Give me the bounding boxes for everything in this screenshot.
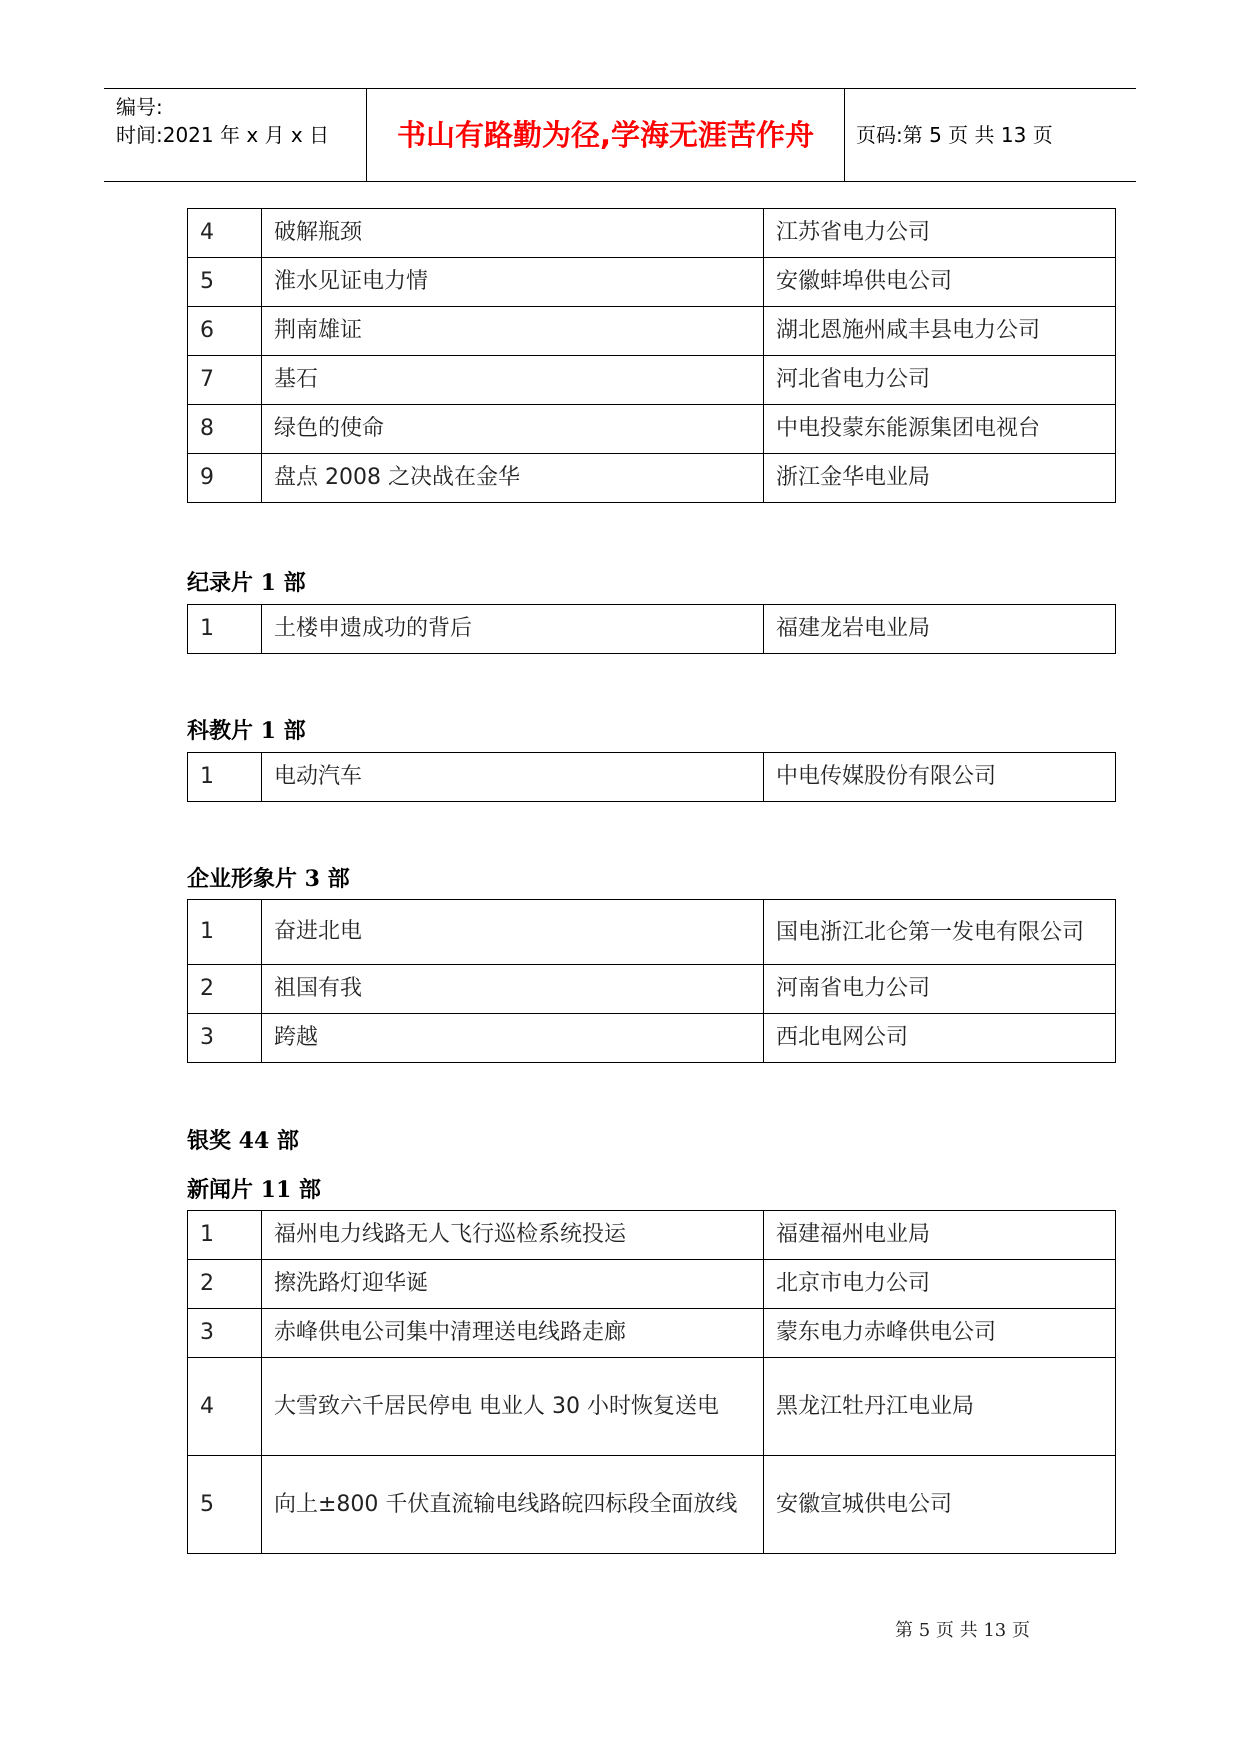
- film-title: 奋进北电: [262, 900, 764, 965]
- section-heading-news: 新闻片 11 部: [187, 1177, 321, 1203]
- row-number: 1: [188, 605, 262, 654]
- film-title: 电动汽车: [262, 753, 764, 802]
- film-title: 盘点 2008 之决战在金华: [262, 454, 764, 503]
- film-title: 跨越: [262, 1014, 764, 1063]
- organization: 安徽宣城供电公司: [764, 1456, 1116, 1554]
- film-title: 大雪致六千居民停电 电业人 30 小时恢复送电: [262, 1358, 764, 1456]
- table-row: [188, 1014, 1116, 1063]
- table-row: [188, 1456, 1116, 1554]
- film-title: 向上±800 千伏直流输电线路皖四标段全面放线: [262, 1456, 764, 1554]
- organization: 黑龙江牡丹江电业局: [764, 1358, 1116, 1456]
- organization: 福建福州电业局: [764, 1211, 1116, 1260]
- award-table-science: [187, 752, 1116, 802]
- row-number: 5: [188, 1456, 262, 1554]
- film-title: 赤峰供电公司集中清理送电线路走廊: [262, 1309, 764, 1358]
- organization: 中电投蒙东能源集团电视台: [764, 405, 1116, 454]
- table-row: [188, 1358, 1116, 1456]
- header-meta: [104, 89, 367, 181]
- table-row: [188, 258, 1116, 307]
- document-time-label: 时间:2021 年 x 月 x 日: [116, 123, 330, 147]
- organization: 安徽蚌埠供电公司: [764, 258, 1116, 307]
- table-row: [188, 1260, 1116, 1309]
- film-title: 破解瓶颈: [262, 209, 764, 258]
- award-table-news: [187, 1210, 1116, 1554]
- row-number: 8: [188, 405, 262, 454]
- row-number: 1: [188, 900, 262, 965]
- organization: 河北省电力公司: [764, 356, 1116, 405]
- page-header: [104, 88, 1136, 182]
- table-row: [188, 307, 1116, 356]
- film-title: 淮水见证电力情: [262, 258, 764, 307]
- row-number: 4: [188, 1358, 262, 1456]
- section-heading-corporate: 企业形象片 3 部: [187, 866, 350, 892]
- table-row: [188, 209, 1116, 258]
- film-title: 祖国有我: [262, 965, 764, 1014]
- film-title: 绿色的使命: [262, 405, 764, 454]
- film-title: 基石: [262, 356, 764, 405]
- table-row: [188, 753, 1116, 802]
- organization: 江苏省电力公司: [764, 209, 1116, 258]
- document-number-label: 编号:: [116, 95, 163, 119]
- row-number: 1: [188, 753, 262, 802]
- row-number: 1: [188, 1211, 262, 1260]
- award-table-documentary: [187, 604, 1116, 654]
- table-row: [188, 605, 1116, 654]
- row-number: 3: [188, 1309, 262, 1358]
- section-heading-silver: 银奖 44 部: [187, 1128, 299, 1154]
- section-heading-documentary: 纪录片 1 部: [187, 570, 306, 596]
- table-row: [188, 1309, 1116, 1358]
- award-table-continued: [187, 208, 1116, 503]
- organization: 国电浙江北仑第一发电有限公司: [764, 900, 1116, 965]
- film-title: 荆南雄证: [262, 307, 764, 356]
- table-row: [188, 900, 1116, 965]
- organization: 中电传媒股份有限公司: [764, 753, 1116, 802]
- film-title: 擦洗路灯迎华诞: [262, 1260, 764, 1309]
- row-number: 3: [188, 1014, 262, 1063]
- organization: 北京市电力公司: [764, 1260, 1116, 1309]
- table-row: [188, 454, 1116, 503]
- row-number: 2: [188, 1260, 262, 1309]
- organization: 西北电网公司: [764, 1014, 1116, 1063]
- table-row: [188, 965, 1116, 1014]
- page-footer: 第 5 页 共 13 页: [895, 1620, 1030, 1641]
- row-number: 9: [188, 454, 262, 503]
- row-number: 4: [188, 209, 262, 258]
- organization: 河南省电力公司: [764, 965, 1116, 1014]
- film-title: 土楼申遗成功的背后: [262, 605, 764, 654]
- header-page-info: 页码:第 5 页 共 13 页: [856, 123, 1053, 147]
- table-row: [188, 405, 1116, 454]
- row-number: 5: [188, 258, 262, 307]
- table-row: [188, 356, 1116, 405]
- organization: 蒙东电力赤峰供电公司: [764, 1309, 1116, 1358]
- row-number: 7: [188, 356, 262, 405]
- film-title: 福州电力线路无人飞行巡检系统投运: [262, 1211, 764, 1260]
- row-number: 6: [188, 307, 262, 356]
- award-table-corporate: [187, 899, 1116, 1063]
- organization: 湖北恩施州咸丰县电力公司: [764, 307, 1116, 356]
- table-row: [188, 1211, 1116, 1260]
- organization: 福建龙岩电业局: [764, 605, 1116, 654]
- section-heading-science: 科教片 1 部: [187, 718, 306, 744]
- organization: 浙江金华电业局: [764, 454, 1116, 503]
- header-motto: 书山有路勤为径,学海无涯苦作舟: [367, 89, 845, 181]
- row-number: 2: [188, 965, 262, 1014]
